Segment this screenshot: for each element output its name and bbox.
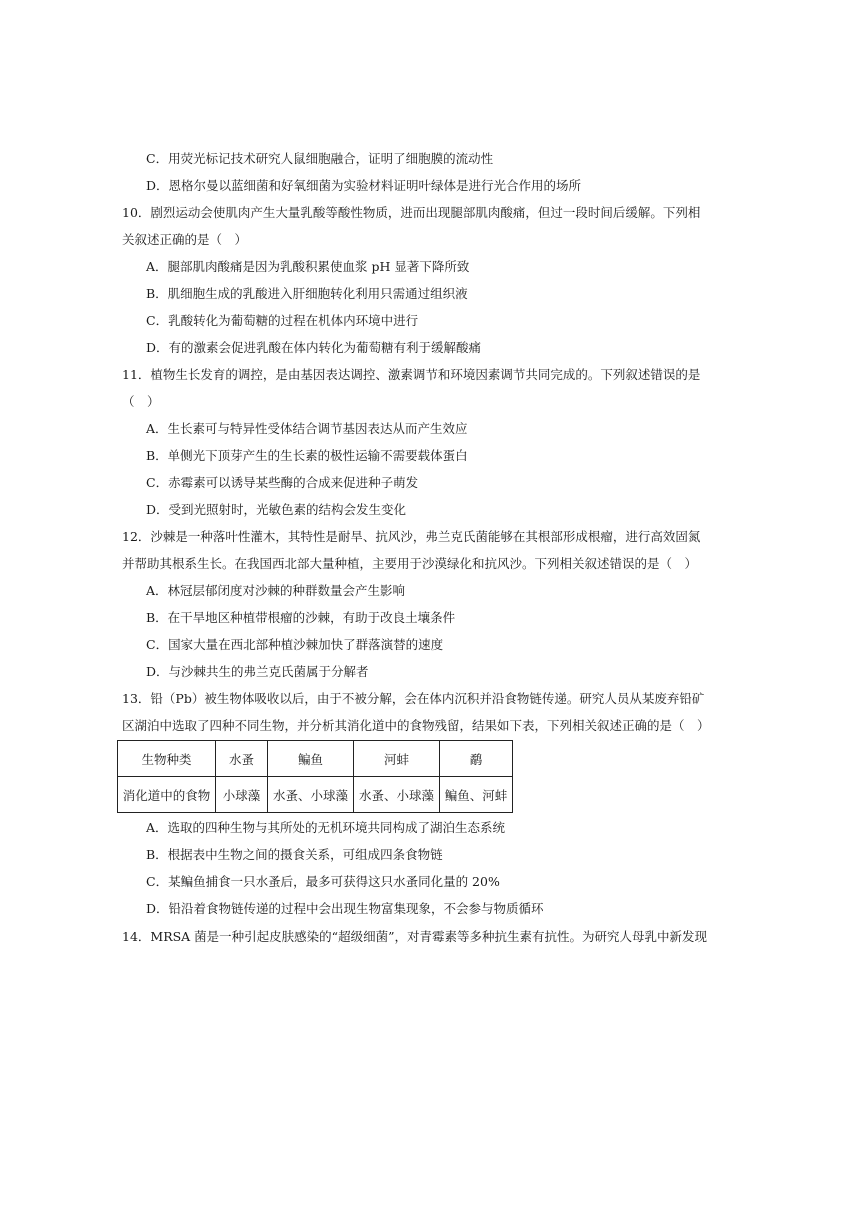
table-header-cell: 生物种类: [118, 741, 216, 777]
question-stem-line: 13．铅（Pb）被生物体吸收以后，由于不被分解，会在体内沉积并沿食物链传递。研究人员从某废弃铅矿: [122, 691, 705, 706]
option-c: C．赤霉素可以诱导某些酶的合成来促进种子萌发: [146, 475, 419, 490]
option-a: A．选取的四种生物与其所处的无机环境共同构成了湖泊生态系统: [146, 820, 506, 835]
table-cell: 水蚤、小球藻: [268, 777, 354, 813]
table-row: [118, 777, 513, 813]
option-a: A．林冠层郁闭度对沙棘的种群数量会产生影响: [146, 583, 406, 598]
option-d: D．与沙棘共生的弗兰克氏菌属于分解者: [146, 664, 369, 679]
option-c: C．国家大量在西北部种植沙棘加快了群落演替的速度: [146, 637, 444, 652]
question-stem-line: （ ）: [122, 394, 160, 409]
table-cell: 消化道中的食物: [118, 777, 216, 813]
question-stem-line: 区湖泊中选取了四种不同生物，并分析其消化道中的食物残留，结果如下表，下列相关叙述正确的是（ ）: [122, 718, 710, 733]
table-cell: 鳊鱼、河蚌: [440, 777, 513, 813]
table-cell: 小球藻: [216, 777, 268, 813]
option-b: B．肌细胞生成的乳酸进入肝细胞转化利用只需通过组织液: [146, 286, 468, 301]
option-b: B．根据表中生物之间的摄食关系，可组成四条食物链: [146, 847, 443, 862]
table-header-cell: 水蚤: [216, 741, 268, 777]
table-header-cell: 河蚌: [354, 741, 440, 777]
option-a: A．生长素可与特异性受体结合调节基因表达从而产生效应: [146, 421, 468, 436]
option-b: B．单侧光下顶芽产生的生长素的极性运输不需要载体蛋白: [146, 448, 468, 463]
option-d: D．受到光照射时，光敏色素的结构会发生变化: [146, 502, 407, 517]
table-row: [118, 741, 513, 777]
option-c: C．乳酸转化为葡萄糖的过程在机体内环境中进行: [146, 313, 419, 328]
option-c: C．某鳊鱼捕食一只水蚤后，最多可获得这只水蚤同化量的 20%: [146, 874, 500, 889]
option-b: B．在干旱地区种植带根瘤的沙棘，有助于改良土壤条件: [146, 610, 456, 625]
prev-option-d: D．恩格尔曼以蓝细菌和好氧细菌为实验材料证明叶绿体是进行光合作用的场所: [146, 178, 582, 193]
option-d: D．铅沿着食物链传递的过程中会出现生物富集现象，不会参与物质循环: [146, 901, 544, 916]
question-stem-line: 14．MRSA 菌是一种引起皮肤感染的“超级细菌”，对青霉素等多种抗生素有抗性。为研究人母乳中新发现: [122, 929, 707, 944]
table-header-cell: 鳊鱼: [268, 741, 354, 777]
table-header-cell: 鹬: [440, 741, 513, 777]
food-residue-table: [117, 740, 513, 813]
question-stem-line: 并帮助其根系生长。在我国西北部大量种植，主要用于沙漠绿化和抗风沙。下列相关叙述错误的是（ ）: [122, 556, 698, 571]
question-stem-line: 10．剧烈运动会使肌肉产生大量乳酸等酸性物质，进而出现腿部肌肉酸痛，但过一段时间后缓解。下列相: [122, 205, 701, 220]
question-stem-line: 关叙述正确的是（ ）: [122, 232, 248, 247]
option-d: D．有的激素会促进乳酸在体内转化为葡萄糖有利于缓解酸痛: [146, 340, 482, 355]
table-cell: 水蚤、小球藻: [354, 777, 440, 813]
question-stem-line: 11．植物生长发育的调控，是由基因表达调控、激素调节和环境因素调节共同完成的。下列叙述错误的是: [122, 367, 701, 382]
option-a: A．腿部肌肉酸痛是因为乳酸积累使血浆 pH 显著下降所致: [146, 259, 470, 274]
question-stem-line: 12．沙棘是一种落叶性灌木，其特性是耐旱、抗风沙，弗兰克氏菌能够在其根部形成根瘤，进行高效固氮: [122, 529, 701, 544]
prev-option-c: C．用荧光标记技术研究人鼠细胞融合，证明了细胞膜的流动性: [146, 151, 494, 166]
